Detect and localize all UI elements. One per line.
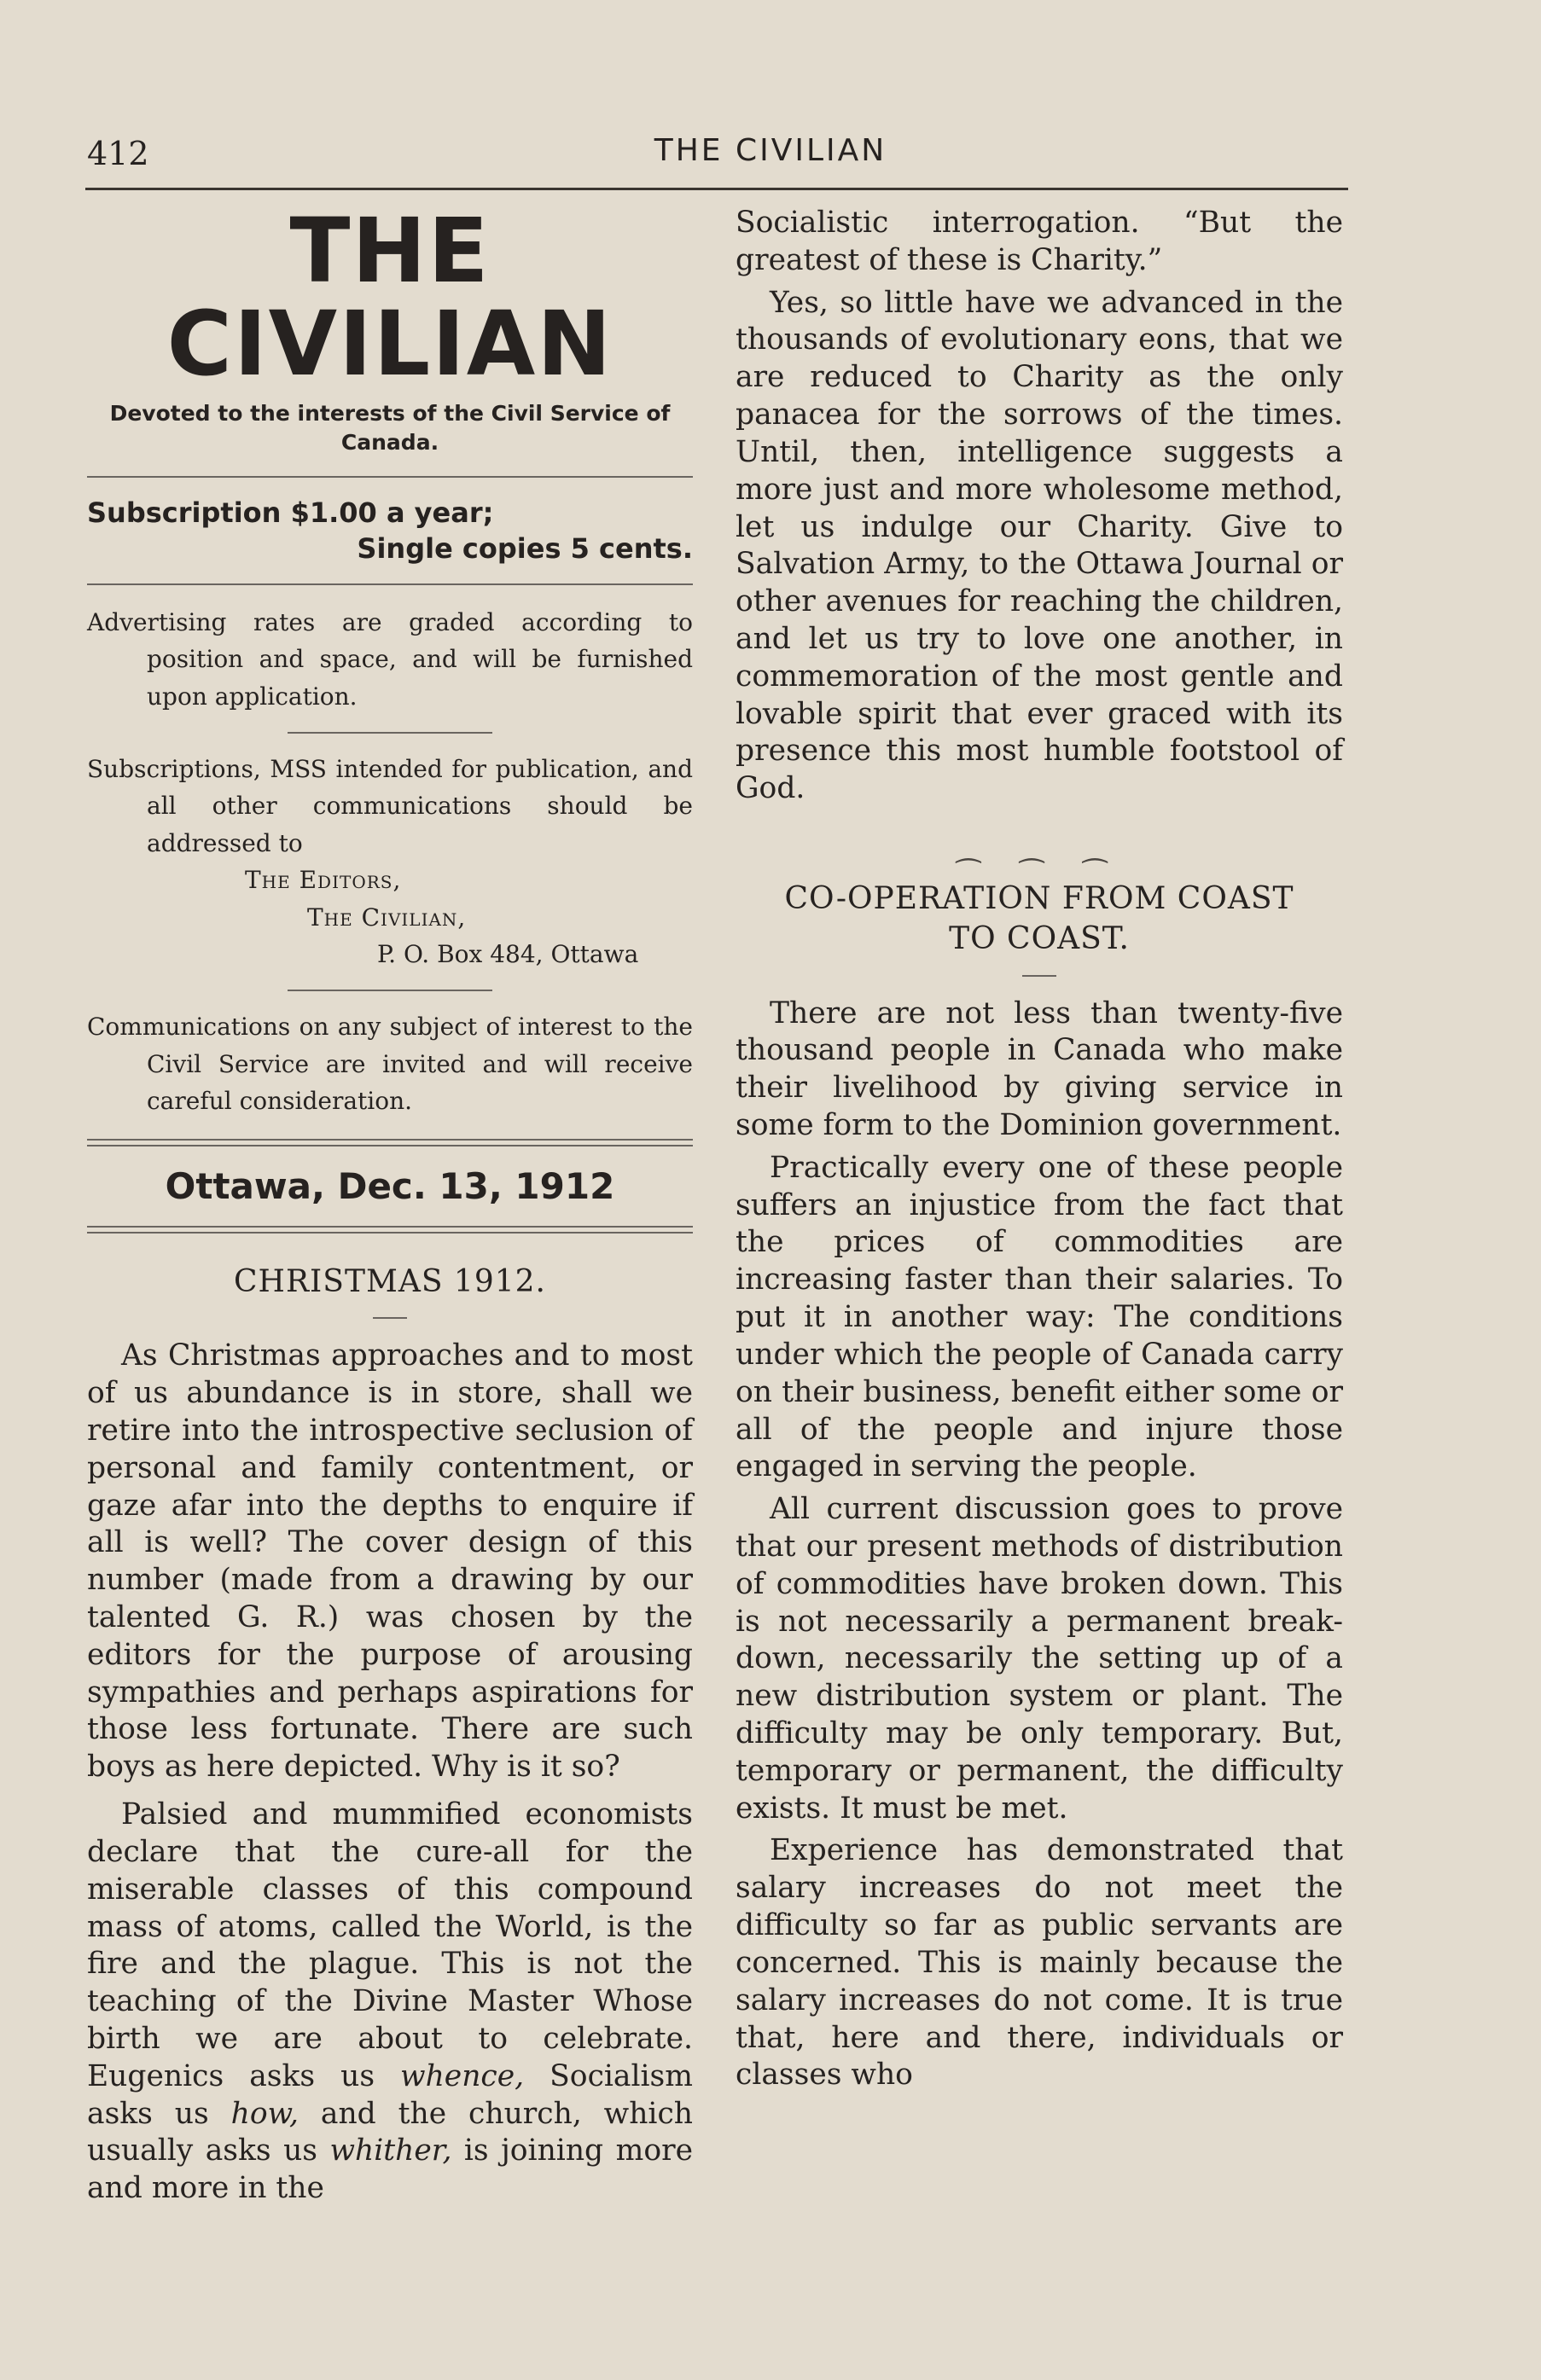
article-heading: CHRISTMAS 1912. [234, 1263, 546, 1299]
right-column [736, 205, 1343, 2094]
divider [1022, 975, 1056, 977]
left-column [87, 199, 694, 2208]
address-line: The Civilian, [307, 903, 467, 932]
article-paragraph: Practically every one of these people suffers an injustice from the fact that the prices of commodities are increasing faster than their salaries. To put it in another way: The conditions under which the people of Canada carry on their business, benefit either some or all of the people and injure those engaged in serving the people. [736, 1150, 1343, 1484]
article-paragraph: Yes, so little have we advanced in the thousands of evolutionary eons, that we are reduced to Charity as the only panacea for the sorrows of the times. Until, then, intelligence suggests a more just and more wholesome method, let us indulge our Charity. Give to Salvation Army, to the Ottawa Journal or other avenues for reaching the children, and let us try to love one another, in commemoration of the most gentle and lovable spirit that ever graced with its presence this most humble footstool of God. [736, 285, 1343, 806]
article-paragraph: There are not less than twenty-five thousand people in Canada who make their livelihood by giving service in some form to the Dominion government. [736, 996, 1343, 1143]
article-paragraph: All current discussion goes to prove that our present methods of distribution of commodities have broken down. This is not necessarily a permanent break-down, necessarily the setting up of a new distribution system or plant. The difficulty may be only temporary. But, temporary or permanent, the difficulty exists. It must be met. [736, 1492, 1343, 1826]
masthead-title: THE CIVILIAN [166, 199, 613, 397]
article-paragraph: As Christmas approaches and to most of us abundance is in store, shall we retire into the introspective seclusion of personal and family contentment, or gaze afar into the depths to enquire if all is well? The cover design of this number (made from a drawing by our talented G. R.) was chosen by the editors for the purpose of arousing sympathies and perhaps aspirations for those less fortunate. There are such boys as here depicted. Why is it so? [87, 1338, 693, 1785]
subscriptions-note: Subscriptions, MSS intended for publication, and all other communications should be addressed to [87, 755, 693, 857]
article-paragraph: Socialistic interrogation. “But the greatest of these is Charity.” [736, 206, 1343, 277]
address-line: The Editors, [245, 866, 402, 895]
advertising-note: Advertising rates are graded according to position and space, and will be furnished upon application. [87, 607, 693, 711]
page-number: 412 [87, 135, 149, 172]
divider [373, 1317, 407, 1319]
divider [87, 583, 693, 585]
article-heading: CO-OPERATION FROM COAST [784, 881, 1294, 916]
article-paragraph: Experience has demonstrated that salary increases do not meet the difficulty so far as public servants are concerned. This is mainly because the salary increases do not come. It is true that, here and there, individuals or classes who [736, 1833, 1343, 2093]
divider [288, 990, 492, 991]
article-heading: TO COAST. [949, 920, 1130, 956]
divider [87, 1139, 693, 1146]
divider [87, 1226, 693, 1234]
article-paragraph: Palsied and mummified economists declare that the cure-all for the miserable classes of this compound mass of atoms, called the World, is the fire and the plague. This is not the teaching of the Divine Master Whose birth we are about to celebrate. Eugenics asks us whence, Socialism asks us how, and the church, which usually asks us whither, is joining more and more in the [87, 1797, 694, 2206]
divider [288, 732, 492, 734]
dateline: Ottawa, Dec. 13, 1912 [165, 1164, 615, 1207]
ornament-divider: ⁔ ⁔ ⁔ [957, 830, 1122, 864]
masthead-subtitle: Devoted to the interests of the Civil Service of Canada. [109, 401, 671, 456]
communications-note: Communications on any subject of interest to the Civil Service are invited and will receive careful consideration. [87, 1013, 693, 1116]
divider [87, 476, 693, 478]
single-copy-price: Single copies 5 cents. [357, 531, 693, 565]
header-rule [85, 188, 1348, 190]
subscription-price: Subscription $1.00 a year; [87, 496, 494, 529]
running-title: THE CIVILIAN [654, 133, 887, 168]
address-line: P. O. Box 484, Ottawa [377, 940, 639, 968]
